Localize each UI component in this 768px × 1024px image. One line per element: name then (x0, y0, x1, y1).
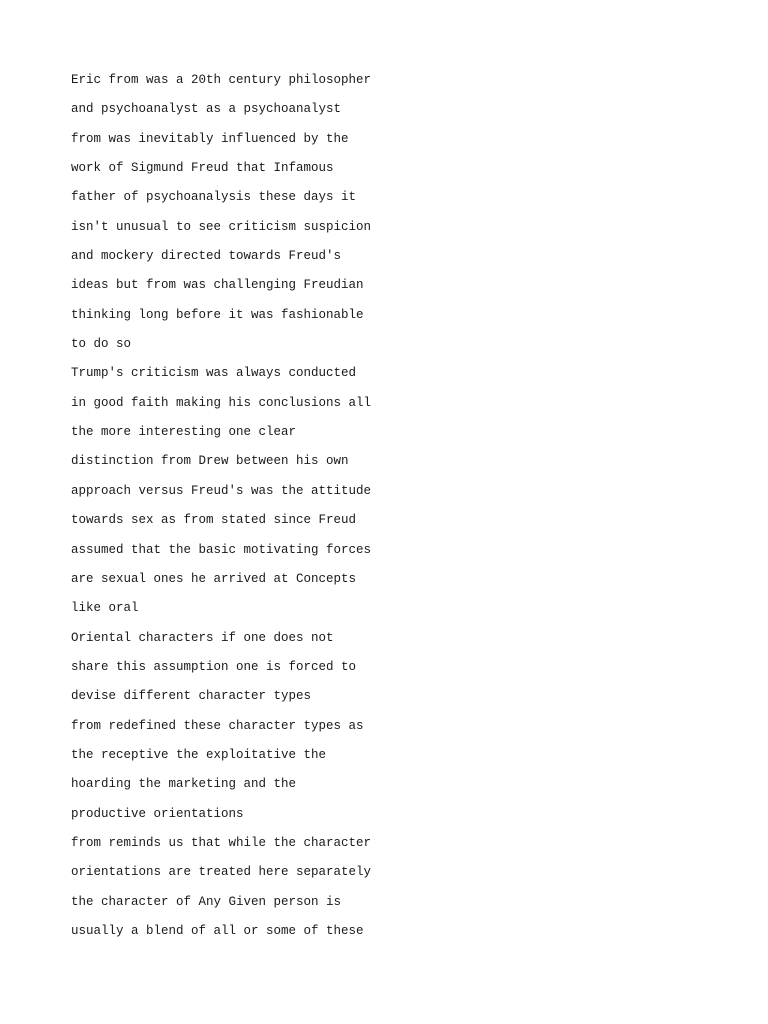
text-line-8: ideas but from was challenging Freudian (71, 278, 364, 293)
text-line-5: father of psychoanalysis these days it (71, 190, 357, 205)
text-line-15: approach versus Freud's was the attitude (71, 483, 372, 498)
transcript-text (71, 70, 731, 950)
text-line-4: work of Sigmund Freud that Infamous (71, 161, 334, 176)
text-line-27: from reminds us that while the character (71, 835, 372, 850)
text-line-14: distinction from Drew between his own (71, 454, 349, 469)
text-line-22: devise different character types (71, 689, 312, 704)
text-line-18: are sexual ones he arrived at Concepts (71, 571, 357, 586)
text-line-23: from redefined these character types as (71, 718, 364, 733)
text-line-20: Oriental characters if one does not (71, 630, 334, 645)
text-line-26: productive orientations (71, 806, 244, 821)
text-line-7: and mockery directed towards Freud's (71, 249, 342, 264)
text-line-21: share this assumption one is forced to (71, 659, 357, 674)
text-line-3: from was inevitably influenced by the (71, 131, 349, 146)
text-line-10: to do so (71, 337, 132, 352)
text-line-25: hoarding the marketing and the (71, 777, 297, 792)
text-line-17: assumed that the basic motivating forces (71, 542, 372, 557)
text-line-16: towards sex as from stated since Freud (71, 513, 357, 528)
text-line-2: and psychoanalyst as a psychoanalyst (71, 102, 342, 117)
text-line-9: thinking long before it was fashionable (71, 307, 364, 322)
text-line-13: the more interesting one clear (71, 425, 297, 440)
text-line-29: the character of Any Given person is (71, 894, 342, 909)
text-line-30: usually a blend of all or some of these (71, 923, 364, 938)
text-line-19: like oral (71, 601, 139, 616)
text-line-6: isn't unusual to see criticism suspicion (71, 219, 372, 234)
text-line-1: Eric from was a 20th century philosopher (71, 73, 372, 87)
text-line-11: Trump's criticism was always conducted (71, 366, 357, 381)
text-line-12: in good faith making his conclusions all (71, 395, 372, 410)
text-line-28: orientations are treated here separately (71, 865, 372, 880)
text-line-24: the receptive the exploitative the (71, 747, 327, 762)
